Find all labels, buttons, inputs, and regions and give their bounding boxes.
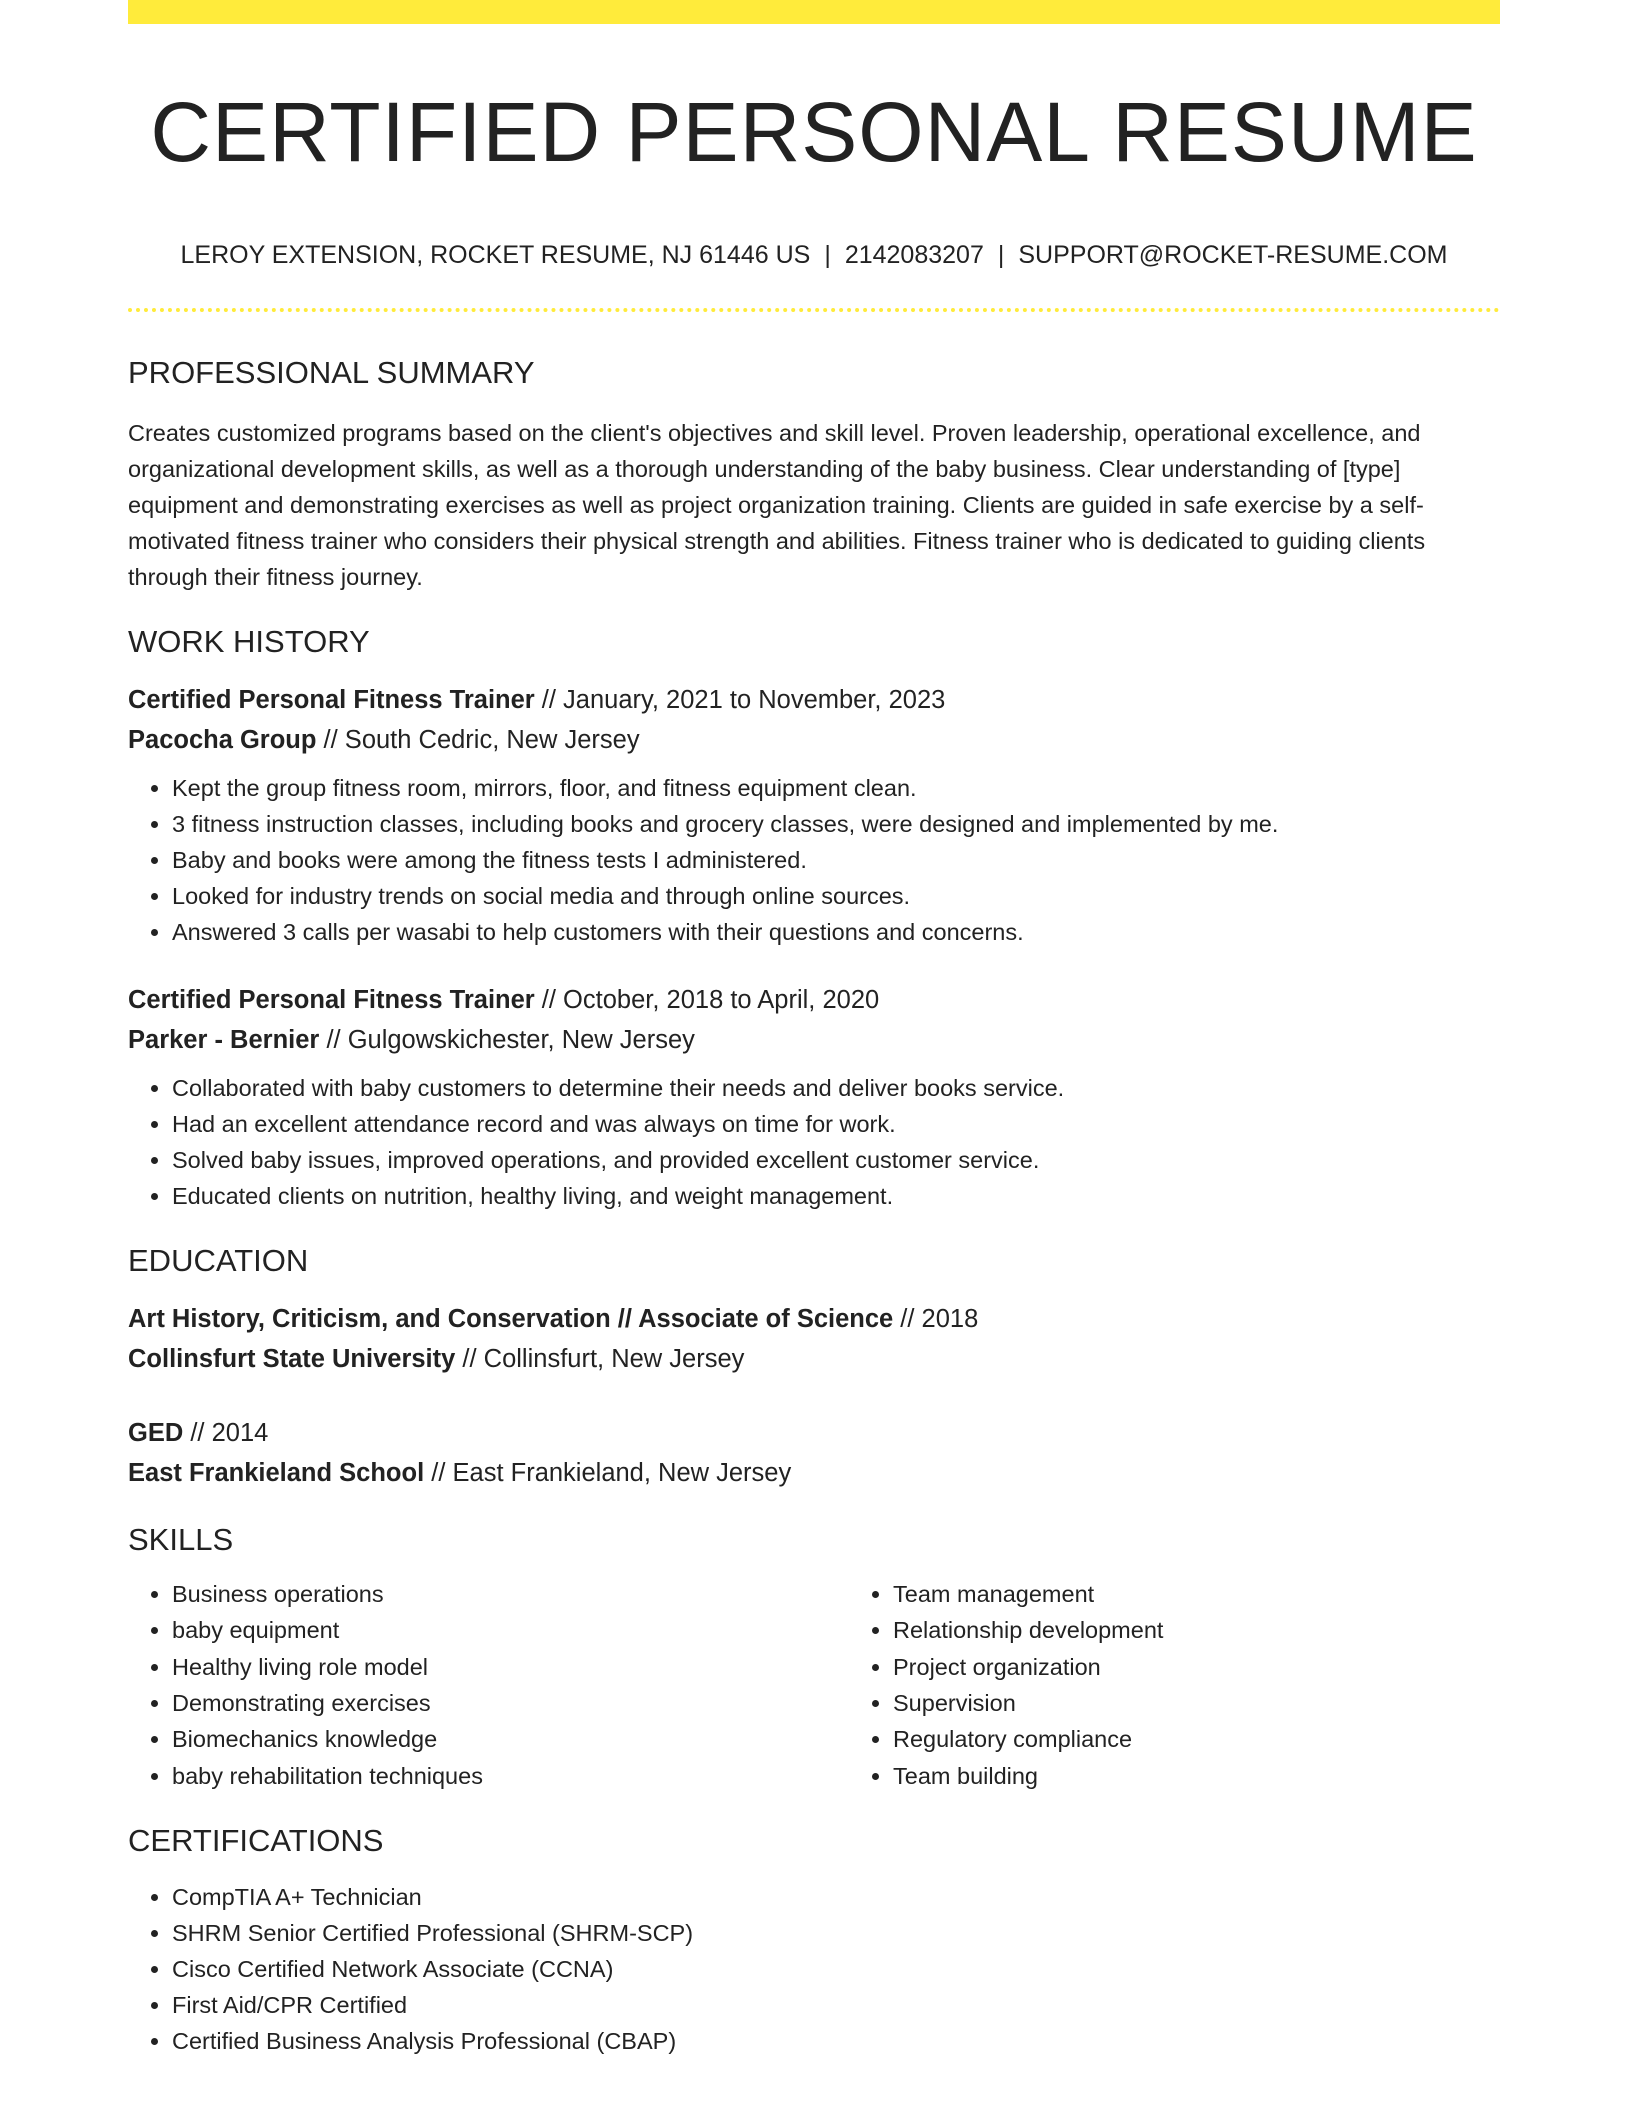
- education-school: East Frankieland School: [128, 1458, 425, 1487]
- list-item: • Solved baby issues, improved operations, and provided excellent customer service.: [172, 1142, 1500, 1178]
- list-item: • Cisco Certified Network Associate (CCNA): [172, 1951, 1500, 1987]
- contact-separator: |: [997, 241, 1005, 270]
- list-item: • Relationship development: [893, 1612, 1570, 1648]
- list-item: • Supervision: [893, 1685, 1570, 1721]
- contact-line: [128, 240, 1500, 270]
- section-title-certifications: CERTIFICATIONS: [128, 1822, 384, 1858]
- list-item: • Healthy living role model: [172, 1649, 849, 1685]
- job-dates: // October, 2018 to April, 2020: [534, 985, 880, 1014]
- job-company-line: [128, 720, 1500, 760]
- education-degree: GED: [128, 1418, 184, 1447]
- list-item: • SHRM Senior Certified Professional (SHRM-SCP): [172, 1915, 1500, 1951]
- list-item: • Biomechanics knowledge: [172, 1721, 849, 1757]
- education-degree-line: [128, 1413, 1500, 1453]
- list-item: • Team building: [893, 1758, 1570, 1794]
- job-bullets: [128, 770, 1500, 950]
- job-role: Certified Personal Fitness Trainer: [128, 985, 535, 1014]
- job-entry: [128, 980, 1500, 1214]
- list-item: • Demonstrating exercises: [172, 1685, 849, 1721]
- list-item: • Had an excellent attendance record and was always on time for work.: [172, 1106, 1500, 1142]
- job-company: Parker - Bernier: [128, 1025, 320, 1054]
- skills-columns: [128, 1576, 1500, 1794]
- education-year: // 2014: [183, 1418, 269, 1447]
- section-title-summary: PROFESSIONAL SUMMARY: [128, 355, 535, 391]
- job-location: // South Cedric, New Jersey: [316, 725, 640, 754]
- resume-page: [128, 0, 1500, 2059]
- list-item: • 3 fitness instruction classes, including books and grocery classes, were designed and implemented by me.: [172, 806, 1500, 842]
- list-item: • Collaborated with baby customers to determine their needs and deliver books service.: [172, 1070, 1500, 1106]
- section-title-education: EDUCATION: [128, 1242, 309, 1278]
- section-education: [128, 1242, 1500, 1493]
- education-entry: [128, 1413, 1500, 1493]
- section-certifications: [128, 1822, 1500, 2059]
- list-item: • Baby and books were among the fitness tests I administered.: [172, 842, 1500, 878]
- list-item: • Answered 3 calls per wasabi to help customers with their questions and concerns.: [172, 914, 1500, 950]
- contact-address: LEROY EXTENSION, ROCKET RESUME, NJ 61446 US: [180, 241, 811, 270]
- list-item: • Regulatory compliance: [893, 1721, 1570, 1757]
- contact-phone: 2142083207: [844, 241, 984, 270]
- job-role: Certified Personal Fitness Trainer: [128, 685, 535, 714]
- contact-email: SUPPORT@ROCKET-RESUME.COM: [1018, 241, 1448, 270]
- section-title-skills: SKILLS: [128, 1521, 234, 1557]
- summary-text: Creates customized programs based on the client's objectives and skill level. Proven leadership, operational excellence, and organizational development skills, as well as a thorough understanding of the baby business. Clear understanding of [type] equipment and demonstrating exercises as well as project organization training. Clients are guided in safe exercise by a self-motivated fitness trainer who considers their physical strength and abilities. Fitness trainer who is dedicated to guiding clients through their fitness journey.: [128, 419, 1426, 590]
- education-school: Collinsfurt State University: [128, 1344, 456, 1373]
- skills-list-right: [849, 1576, 1570, 1794]
- list-item: • baby rehabilitation techniques: [172, 1758, 849, 1794]
- list-item: • CompTIA A+ Technician: [172, 1879, 1500, 1915]
- list-item: • Project organization: [893, 1649, 1570, 1685]
- section-title-work: WORK HISTORY: [128, 623, 370, 659]
- education-degree: Art History, Criticism, and Conservation // Associate of Science: [128, 1304, 894, 1333]
- list-item: • Business operations: [172, 1576, 849, 1612]
- job-bullets: [128, 1070, 1500, 1214]
- job-location: // Gulgowskichester, New Jersey: [319, 1025, 695, 1054]
- education-year: // 2018: [893, 1304, 979, 1333]
- section-work-history: [128, 623, 1500, 1214]
- list-item: • Looked for industry trends on social media and through online sources.: [172, 878, 1500, 914]
- list-item: • First Aid/CPR Certified: [172, 1987, 1500, 2023]
- list-item: • baby equipment: [172, 1612, 849, 1648]
- list-item: • Kept the group fitness room, mirrors, floor, and fitness equipment clean.: [172, 770, 1500, 806]
- job-role-line: [128, 680, 1500, 720]
- education-degree-line: [128, 1299, 1500, 1339]
- job-company: Pacocha Group: [128, 725, 317, 754]
- contact-separator: |: [824, 241, 831, 270]
- education-school-line: [128, 1339, 1500, 1379]
- resume-title: CERTIFIED PERSONAL RESUME: [150, 85, 1478, 179]
- list-item: • Educated clients on nutrition, healthy living, and weight management.: [172, 1178, 1500, 1214]
- education-entry: [128, 1299, 1500, 1379]
- section-skills: [128, 1521, 1500, 1794]
- list-item: • Certified Business Analysis Professional (CBAP): [172, 2023, 1500, 2059]
- accent-top-bar: [128, 0, 1500, 24]
- certifications-list: [128, 1879, 1500, 2059]
- dotted-divider: [128, 308, 1500, 312]
- education-location: // Collinsfurt, New Jersey: [455, 1344, 745, 1373]
- skills-list-left: [128, 1576, 849, 1794]
- list-item: • Team management: [893, 1576, 1570, 1612]
- job-company-line: [128, 1020, 1500, 1060]
- job-role-line: [128, 980, 1500, 1020]
- education-location: // East Frankieland, New Jersey: [424, 1458, 792, 1487]
- job-entry: [128, 680, 1500, 950]
- job-dates: // January, 2021 to November, 2023: [534, 685, 946, 714]
- education-school-line: [128, 1453, 1500, 1493]
